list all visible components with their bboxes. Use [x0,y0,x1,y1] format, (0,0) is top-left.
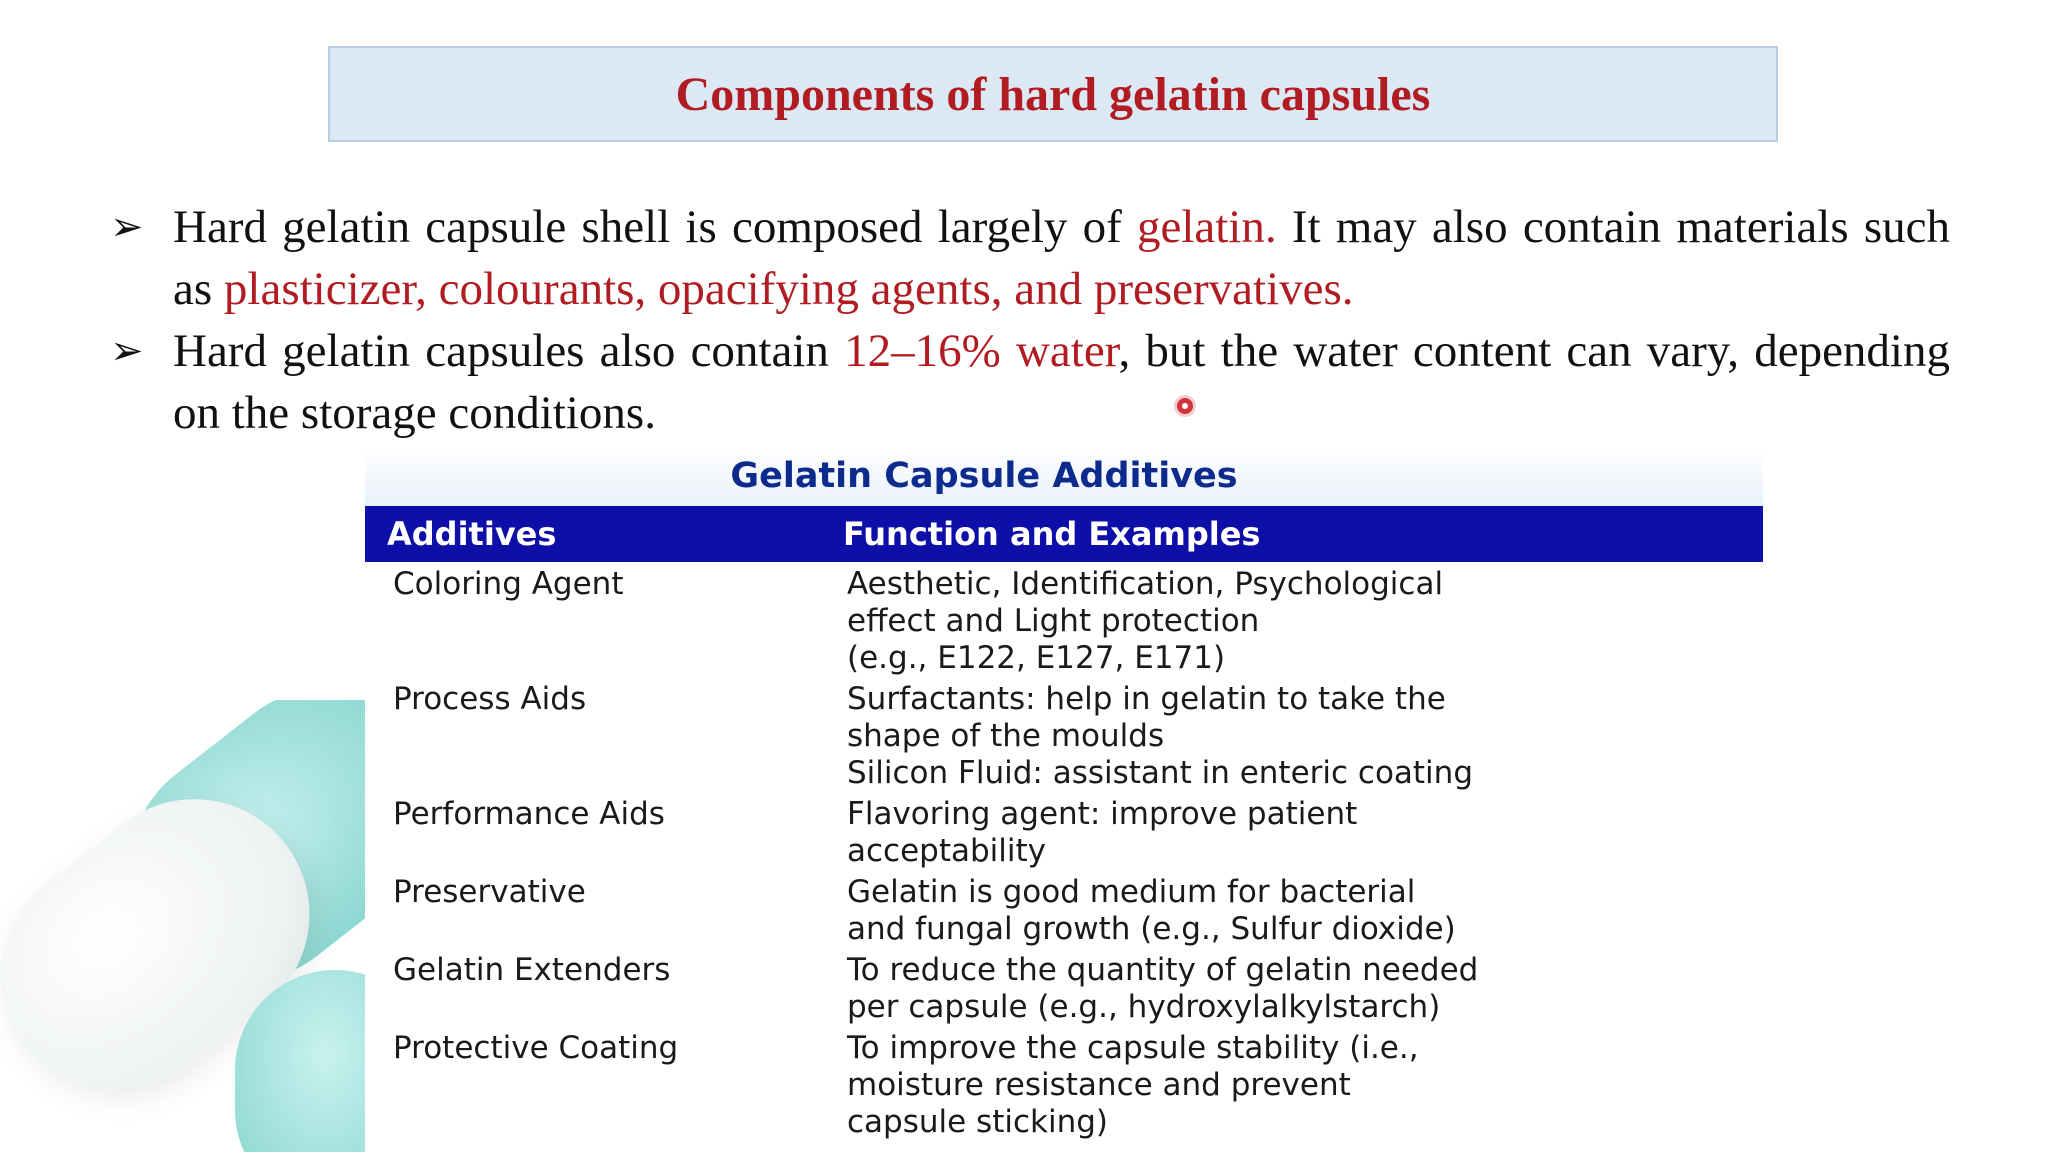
bullet-highlight: gelatin. [1136,201,1277,253]
function-cell [825,681,1763,792]
additive-cell: Performance Aids [393,796,665,832]
function-line: shape of the moulds [847,718,1165,754]
function-line: Surfactants: help in gelatin to take the [847,681,1446,717]
bullet-text-part: Hard gelatin capsule shell is composed largely of [173,201,1137,253]
function-cell [825,952,1763,1026]
bullet-highlight: plasticizer, colourants, opacifying agents, and preservatives. [223,263,1354,315]
table-row [365,681,1763,792]
function-line: To improve the capsule stability (i.e., [847,1030,1419,1066]
table-row [365,1030,1763,1141]
capsule-decoration [0,700,370,1152]
arrow-bullet-icon: ➢ [110,328,144,374]
table-row [365,566,1763,677]
table-row [365,874,1763,948]
table-header-row [365,506,1763,562]
function-cell [825,1030,1763,1141]
additive-cell: Preservative [393,874,586,910]
header-function: Function and Examples [843,515,1261,553]
additive-cell: Gelatin Extenders [393,952,671,988]
slide-title: Components of hard gelatin capsules [675,67,1431,121]
function-line: Silicon Fluid: assistant in enteric coating [847,755,1473,791]
function-line: capsule sticking) [847,1104,1109,1140]
header-additives: Additives [387,515,557,553]
bullet-item [110,320,1950,444]
bullet-item [110,196,1950,320]
additive-cell: Protective Coating [393,1030,679,1066]
additives-table [365,446,1763,1152]
function-line: moisture resistance and prevent [847,1067,1351,1103]
bullet-highlight: 12–16% water [844,325,1119,377]
function-cell [825,874,1763,948]
function-line: and fungal growth (e.g., Sulfur dioxide) [847,911,1456,947]
bullet-list [110,196,1950,444]
function-line: Aesthetic, Identification, Psychological [847,566,1444,602]
function-line: Gelatin is good medium for bacterial [847,874,1416,910]
bullet-text-part: Hard gelatin capsules also contain [173,325,845,377]
function-cell [825,566,1763,677]
function-cell [825,796,1763,870]
table-caption: Gelatin Capsule Additives [365,446,1763,506]
table-body [365,566,1763,1141]
function-line: (e.g., E122, E127, E171) [847,640,1226,676]
table-row [365,952,1763,1026]
laser-pointer-icon [1177,398,1193,414]
arrow-bullet-icon: ➢ [110,204,144,250]
function-line: per capsule (e.g., hydroxylalkylstarch) [847,989,1441,1025]
additive-cell: Coloring Agent [393,566,624,602]
title-box [328,46,1778,142]
additive-cell: Process Aids [393,681,587,717]
bullet-text-part: It may also contain materials such as [173,201,1950,315]
function-line: To reduce the quantity of gelatin needed [847,952,1479,988]
bullet-text [173,320,1950,444]
table-row [365,796,1763,870]
function-line: effect and Light protection [847,603,1260,639]
bullet-text-part: , but the water content can vary, depending on the storage conditions. [173,325,1950,439]
bullet-text [173,196,1950,320]
function-line: acceptability [847,833,1047,869]
function-line: Flavoring agent: improve patient [847,796,1358,832]
